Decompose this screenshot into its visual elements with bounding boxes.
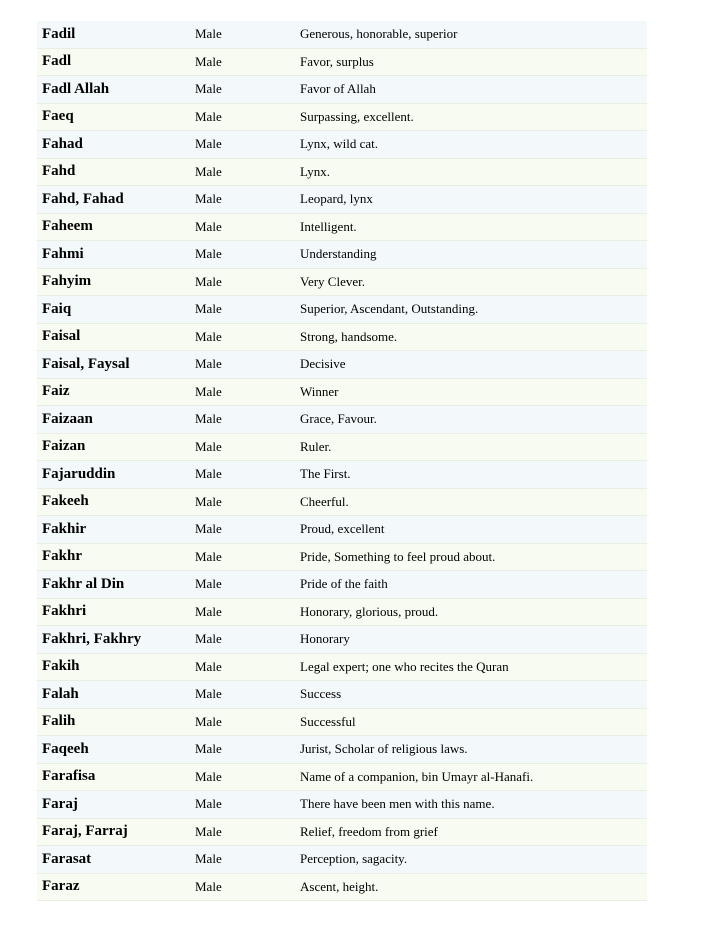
meaning-cell: Pride of the faith	[300, 576, 388, 592]
name-cell: Faizaan	[42, 410, 93, 427]
meaning-cell: Very Clever.	[300, 273, 365, 289]
gender-cell: Male	[195, 658, 222, 674]
gender-cell: Male	[195, 548, 222, 564]
name-cell: Fahmi	[42, 245, 84, 262]
meaning-cell: Ruler.	[300, 438, 332, 454]
name-cell: Farasat	[42, 850, 92, 867]
table-row	[37, 653, 647, 681]
meaning-cell: Surpassing, excellent.	[300, 108, 414, 124]
meaning-cell: Decisive	[300, 356, 346, 372]
table-row	[37, 626, 647, 654]
names-table	[37, 21, 647, 901]
gender-cell: Male	[195, 493, 222, 509]
name-cell: Fadl	[42, 53, 72, 70]
name-cell: Faqeeh	[42, 740, 89, 757]
name-cell: Faisal	[42, 328, 81, 345]
name-cell: Faraj	[42, 795, 78, 812]
gender-cell: Male	[195, 878, 222, 894]
gender-cell: Male	[195, 686, 222, 702]
name-cell: Fakhri	[42, 603, 87, 620]
gender-cell: Male	[195, 383, 222, 399]
name-cell: Faraz	[42, 878, 80, 895]
table-row	[37, 598, 647, 626]
table-row	[37, 571, 647, 599]
gender-cell: Male	[195, 796, 222, 812]
meaning-cell: Jurist, Scholar of religious laws.	[300, 741, 468, 757]
table-row	[37, 351, 647, 379]
table-row	[37, 241, 647, 269]
meaning-cell: Success	[300, 686, 342, 702]
meaning-cell: Cheerful.	[300, 493, 349, 509]
gender-cell: Male	[195, 26, 222, 42]
name-cell: Fahad	[42, 135, 83, 152]
table-row	[37, 268, 647, 296]
meaning-cell: Pride, Something to feel proud about.	[300, 548, 496, 564]
table-row	[37, 516, 647, 544]
meaning-cell: Lynx, wild cat.	[300, 136, 378, 152]
meaning-cell: Proud, excellent	[300, 521, 385, 537]
meaning-cell: There have been men with this name.	[300, 796, 495, 812]
meaning-cell: Lynx.	[300, 163, 330, 179]
gender-cell: Male	[195, 136, 222, 152]
table-row	[37, 791, 647, 819]
name-cell: Faheem	[42, 218, 93, 235]
name-cell: Farafisa	[42, 768, 96, 785]
gender-cell: Male	[195, 823, 222, 839]
table-row	[37, 461, 647, 489]
table-row	[37, 158, 647, 186]
meaning-cell: Favor, surplus	[300, 53, 374, 69]
name-cell: Faiq	[42, 300, 72, 317]
name-cell: Fakhr al Din	[42, 575, 125, 592]
gender-cell: Male	[195, 713, 222, 729]
name-cell: Faiz	[42, 383, 70, 400]
gender-cell: Male	[195, 851, 222, 867]
table-row	[37, 213, 647, 241]
name-cell: Falah	[42, 685, 79, 702]
table-row	[37, 736, 647, 764]
table-row	[37, 378, 647, 406]
meaning-cell: Relief, freedom from grief	[300, 823, 438, 839]
meaning-cell: Grace, Favour.	[300, 411, 377, 427]
table-row	[37, 21, 647, 48]
meaning-cell: Honorary, glorious, proud.	[300, 603, 439, 619]
name-cell: Falih	[42, 713, 76, 730]
meaning-cell: Perception, sagacity.	[300, 851, 408, 867]
gender-cell: Male	[195, 108, 222, 124]
gender-cell: Male	[195, 521, 222, 537]
gender-cell: Male	[195, 466, 222, 482]
table-row	[37, 48, 647, 76]
meaning-cell: Honorary	[300, 631, 350, 647]
name-cell: Fahd	[42, 163, 76, 180]
name-cell: Fadil	[42, 25, 76, 42]
name-cell: Faizan	[42, 438, 86, 455]
gender-cell: Male	[195, 218, 222, 234]
name-cell: Fakih	[42, 658, 80, 675]
name-cell: Fajaruddin	[42, 465, 116, 482]
table-row	[37, 763, 647, 791]
table-row	[37, 846, 647, 874]
name-cell: Fakeeh	[42, 493, 89, 510]
meaning-cell: Winner	[300, 383, 339, 399]
meaning-cell: Successful	[300, 713, 356, 729]
table-row	[37, 543, 647, 571]
gender-cell: Male	[195, 301, 222, 317]
gender-cell: Male	[195, 411, 222, 427]
meaning-cell: Favor of Allah	[300, 81, 376, 97]
table-row	[37, 103, 647, 131]
gender-cell: Male	[195, 328, 222, 344]
gender-cell: Male	[195, 631, 222, 647]
table-row	[37, 433, 647, 461]
meaning-cell: Generous, honorable, superior	[300, 26, 458, 42]
name-cell: Faraj, Farraj	[42, 823, 128, 840]
meaning-cell: Superior, Ascendant, Outstanding.	[300, 301, 479, 317]
table-row	[37, 296, 647, 324]
name-cell: Faisal, Faysal	[42, 355, 130, 372]
name-cell: Fahd, Fahad	[42, 190, 124, 207]
gender-cell: Male	[195, 438, 222, 454]
meaning-cell: Intelligent.	[300, 218, 357, 234]
table-row	[37, 708, 647, 736]
meaning-cell: Strong, handsome.	[300, 328, 398, 344]
gender-cell: Male	[195, 191, 222, 207]
table-row	[37, 406, 647, 434]
table-row	[37, 323, 647, 351]
table-row	[37, 76, 647, 104]
meaning-cell: Leopard, lynx	[300, 191, 373, 207]
gender-cell: Male	[195, 603, 222, 619]
gender-cell: Male	[195, 768, 222, 784]
meaning-cell: Legal expert; one who recites the Quran	[300, 658, 509, 674]
table-row	[37, 681, 647, 709]
gender-cell: Male	[195, 81, 222, 97]
meaning-cell: The First.	[300, 466, 351, 482]
table-row	[37, 488, 647, 516]
gender-cell: Male	[195, 246, 222, 262]
gender-cell: Male	[195, 741, 222, 757]
name-cell: Fakhr	[42, 548, 83, 565]
gender-cell: Male	[195, 163, 222, 179]
gender-cell: Male	[195, 356, 222, 372]
meaning-cell: Ascent, height.	[300, 878, 379, 894]
table-row	[37, 818, 647, 846]
table-row	[37, 186, 647, 214]
gender-cell: Male	[195, 53, 222, 69]
name-cell: Fakhri, Fakhry	[42, 630, 142, 647]
name-cell: Faeq	[42, 108, 74, 125]
name-cell: Fakhir	[42, 520, 87, 537]
names-table-body	[37, 21, 647, 901]
meaning-cell: Name of a companion, bin Umayr al-Hanafi.	[300, 768, 534, 784]
gender-cell: Male	[195, 576, 222, 592]
table-row	[37, 873, 647, 901]
gender-cell: Male	[195, 273, 222, 289]
name-cell: Fadl Allah	[42, 80, 110, 97]
name-cell: Fahyim	[42, 273, 92, 290]
table-row	[37, 131, 647, 159]
meaning-cell: Understanding	[300, 246, 377, 262]
